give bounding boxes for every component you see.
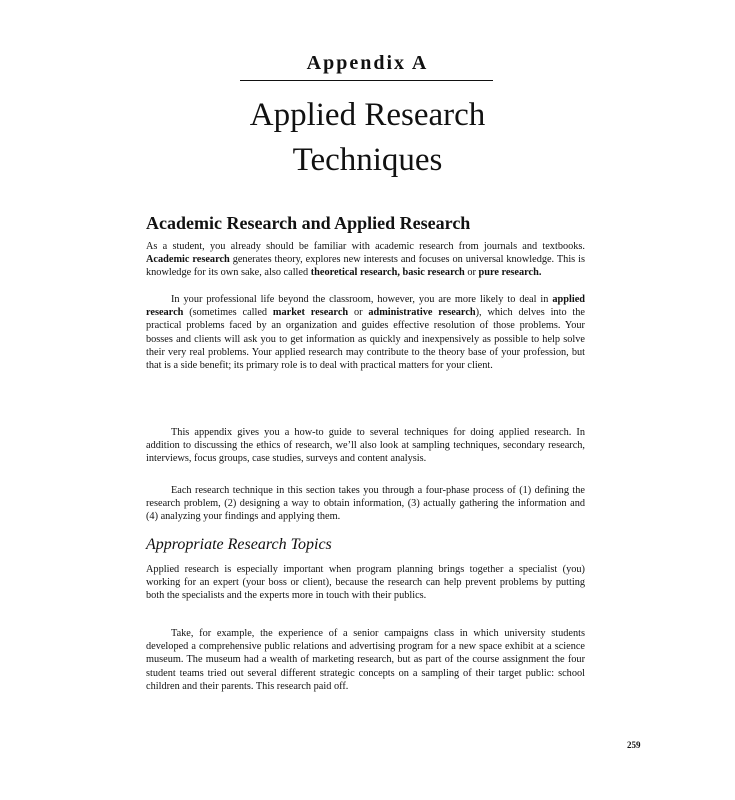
bold-term: pure research. xyxy=(478,267,542,279)
bold-term: theoretical research, basic research xyxy=(310,267,465,279)
paragraph-1: As a student, you already should be familiar with academic research from journals and textbooks. Academic research generates theory, explores new interests and focuses on universal knowledge. This is knowledge for its own sake, also called theoretical research, basic research or pure research. xyxy=(146,241,585,279)
paragraph-5: Applied research is especially important when program planning brings together a specialist (you) working for an expert (your boss or client), because the research can help prevent problems by putting both the specialists and the experts more in touch with their publics. xyxy=(146,564,585,602)
page-number: 259 xyxy=(627,740,641,750)
appendix-label: Appendix A xyxy=(306,52,429,74)
bold-term: administrative research xyxy=(368,307,476,319)
paragraph-4: Each research technique in this section takes you through a four-phase process of (1) defining the research problem, (2) designing a way to obtain information, (3) actually gathering the information and (4) analyzing your findings and applying them. xyxy=(146,485,585,523)
bold-term: applied research xyxy=(146,294,585,319)
section-heading: Academic Research and Applied Research xyxy=(146,213,471,233)
title-rule xyxy=(240,80,493,81)
page-title xyxy=(0,93,735,183)
title-line-1: Applied Research xyxy=(249,97,486,133)
subsection-heading: Appropriate Research Topics xyxy=(146,536,332,553)
bold-term: Academic research xyxy=(146,254,230,266)
paragraph-3: This appendix gives you a how-to guide to several techniques for doing applied research. In addition to discussing the ethics of research, we’ll also look at sampling techniques, secondary research, interviews, focus groups, case studies, surveys and content analysis. xyxy=(146,427,585,465)
title-line-2: Techniques xyxy=(292,142,443,178)
paragraph-2: In your professional life beyond the classroom, however, you are more likely to deal in applied research (sometimes called market research or administrative research), which delves into the practical problems faced by an organization and guides effective resolution of those problems. Your bosses and clients will ask you to get information as quickly and inexpensively as possible to help solve their very real problems. Your applied research may contribute to the theory base of your profession, but that is a side benefit; its primary role is to deal with practical matters for your client. xyxy=(146,294,585,372)
bold-term: market research xyxy=(272,307,349,319)
paragraph-6: Take, for example, the experience of a senior campaigns class in which university students developed a comprehensive public relations and advertising program for a new space exhibit at a science museum. The museum had a wealth of marketing research, but as part of the course assignment the four student teams tried out several different strategic concepts on a sampling of their target public: school children and their parents. This research paid off. xyxy=(146,628,585,692)
